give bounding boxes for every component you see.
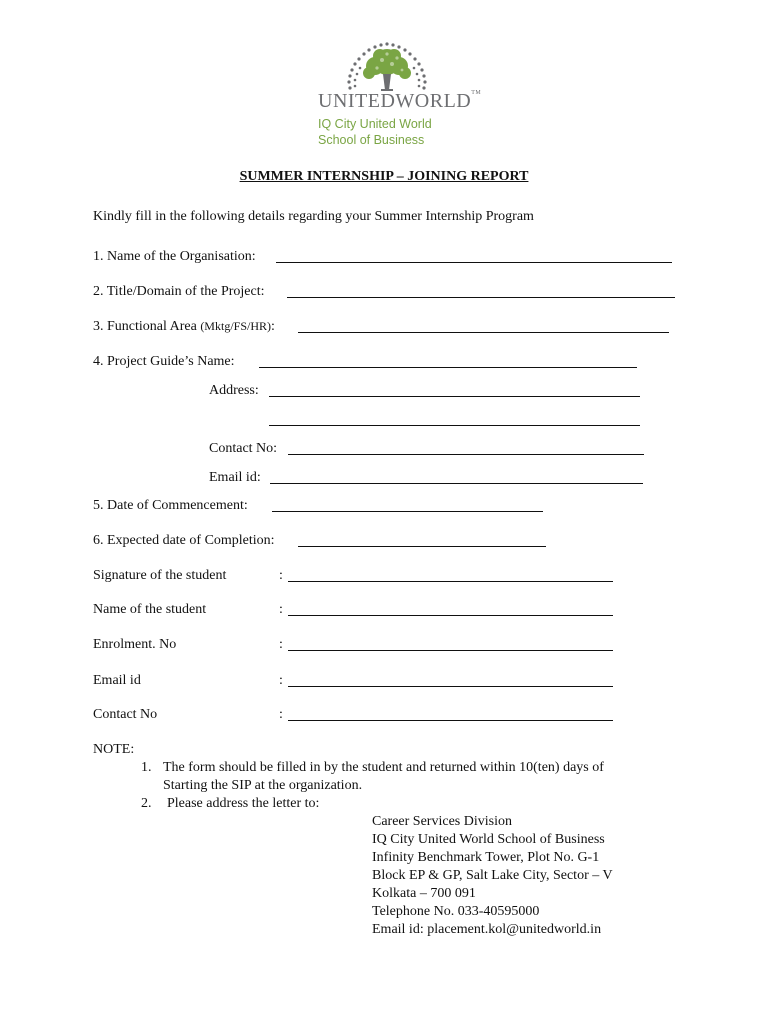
project-title-label: 2. Title/Domain of the Project: [93,284,265,299]
guide-name-field[interactable] [259,355,637,368]
functional-area-hint: (Mktg/FS/HR) [200,319,271,333]
address-line: Block EP & GP, Salt Lake City, Sector – V [372,868,613,883]
student-contact-label: Contact No [93,707,158,722]
commencement-field[interactable] [272,499,543,512]
logo-subtitle-line2: School of Business [318,133,425,147]
commencement-label: 5. Date of Commencement: [93,498,248,513]
colon: : [279,568,283,583]
colon: : [279,707,283,722]
guide-email-label: Email id: [209,470,261,485]
unitedworld-logo [318,40,482,152]
address-line: Career Services Division [372,814,512,829]
student-name-field[interactable] [288,603,613,616]
guide-contact-field[interactable] [288,442,644,455]
functional-area-label: 3. Functional Area (Mktg/FS/HR): [93,319,275,334]
guide-address-field-line1[interactable] [269,384,640,397]
student-name-label: Name of the student [93,602,207,617]
tree-arch-icon [342,40,432,92]
student-email-field[interactable] [288,674,613,687]
guide-name-label: 4. Project Guide’s Name: [93,354,235,369]
logo-wordmark: UNITEDWORLD™ [318,90,482,112]
guide-email-field[interactable] [270,471,643,484]
guide-address-label: Address: [209,383,259,398]
address-line: Telephone No. 033-40595000 [372,904,540,919]
student-signature-field[interactable] [288,569,613,582]
colon: : [279,673,283,688]
completion-label: 6. Expected date of Completion: [93,533,275,548]
note-item2-line1: Please address the letter to: [167,796,320,811]
student-signature-label: Signature of the student [93,568,227,583]
note-item1-number: 1. [141,760,152,775]
project-title-field[interactable] [287,285,675,298]
student-contact-field[interactable] [288,708,613,721]
student-email-label: Email id [93,673,141,688]
logo-subtitle-line1: IQ City United World [318,117,432,131]
page-title: SUMMER INTERNSHIP – JOINING REPORT [239,169,529,184]
note-item1-line1: The form should be filled in by the student and returned within 10(ten) days of [163,760,604,775]
note-heading: NOTE: [93,742,135,757]
address-line: IQ City United World School of Business [372,832,605,847]
completion-field[interactable] [298,534,546,547]
colon: : [279,602,283,617]
enrolment-field[interactable] [288,638,613,651]
note-item2-number: 2. [141,796,152,811]
note-item1-line2: Starting the SIP at the organization. [163,778,363,793]
colon: : [279,637,283,652]
enrolment-label: Enrolment. No [93,637,177,652]
guide-contact-label: Contact No: [209,441,278,456]
address-line: Infinity Benchmark Tower, Plot No. G-1 [372,850,600,865]
organisation-field[interactable] [276,250,672,263]
address-email-line: Email id: placement.kol@unitedworld.in [372,922,602,937]
guide-address-field-line2[interactable] [269,413,640,426]
intro-text: Kindly fill in the following details regarding your Summer Internship Program [93,209,534,224]
functional-area-field[interactable] [298,320,669,333]
organisation-label: 1. Name of the Organisation: [93,249,256,264]
address-line: Kolkata – 700 091 [372,886,476,901]
